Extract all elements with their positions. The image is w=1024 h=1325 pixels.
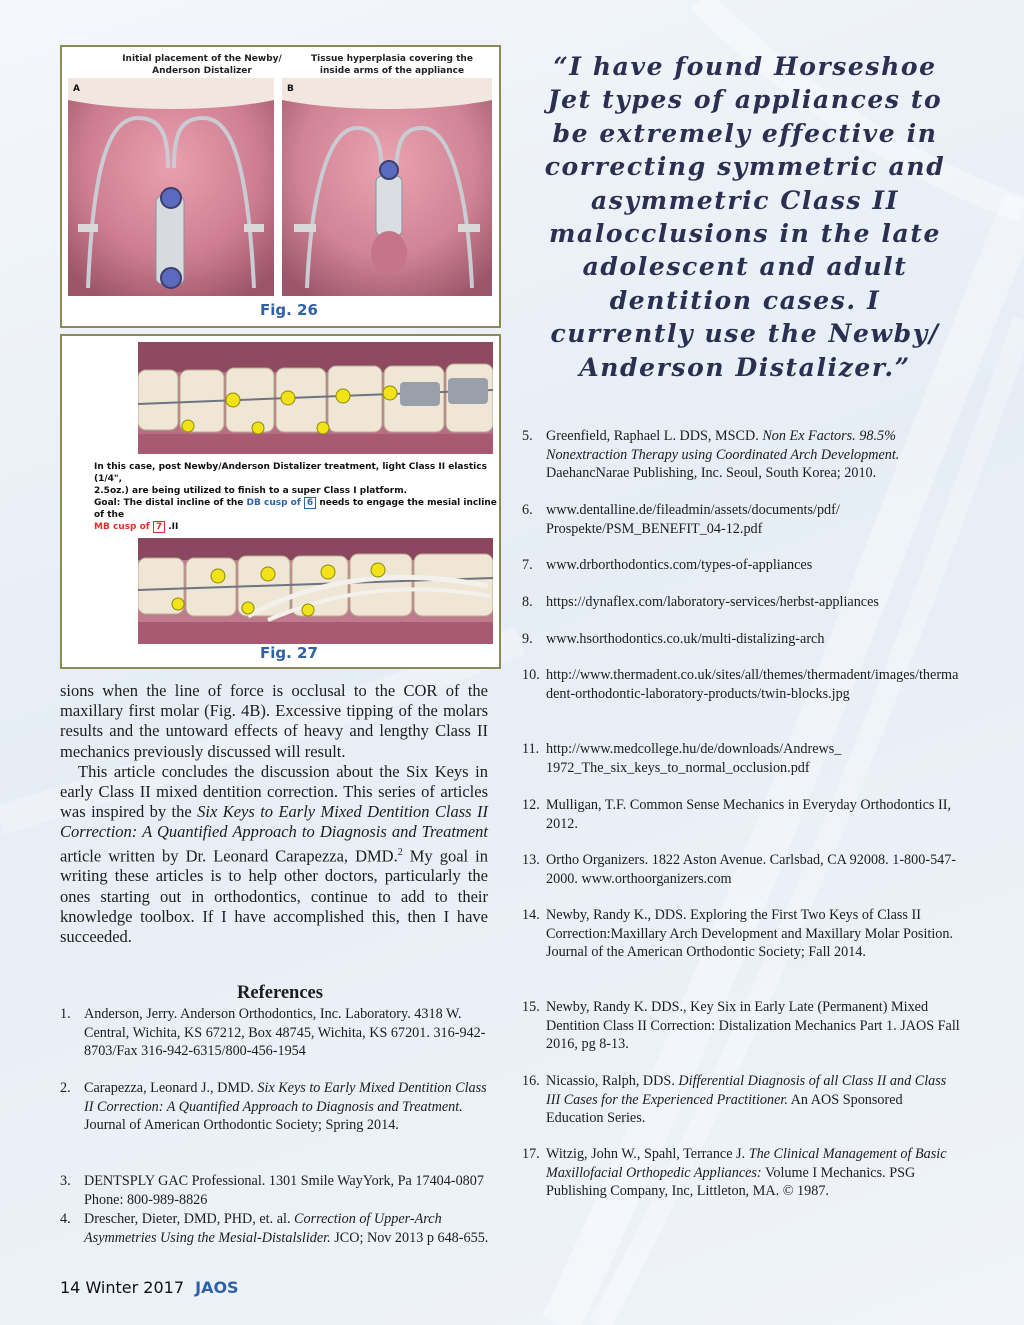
fig26-photo-b (282, 78, 492, 296)
fig26-letter-a: A (73, 84, 80, 94)
pull-quote: “I have found Horseshoe Jet types of appliances to be extremely effective in correcting symmetric and asymmetric Class II malocclusions in the late adolescent and adult dentition cases. I currently use the Newby/ Anderson Distalizer.” (544, 52, 946, 382)
reference-segment: www.dentalline.de/fileadmin/assets/documents/pdf/ Prospekte/PSM_BENEFIT_04-12.pdf (546, 502, 840, 537)
reference-segment: www.drborthodontics.com/types-of-appliances (546, 557, 813, 573)
reference-number: 13. (522, 852, 540, 868)
reference-text (522, 906, 962, 962)
reference-item (60, 1210, 490, 1247)
reference-segment: www.hsorthodontics.co.uk/multi-distalizing-arch (546, 631, 825, 647)
reference-number: 8. (522, 594, 533, 610)
reference-item (522, 851, 962, 888)
reference-text (60, 1005, 490, 1061)
reference-segment: An AOS Sponsored Education Series. (546, 1091, 903, 1127)
reference-item (522, 1072, 962, 1128)
fig27-goal-db-num: 6 (304, 497, 316, 509)
fig26-letter-b: B (287, 84, 294, 94)
reference-title: Correction of Upper-Arch Asymmetries Using the Mesial-Distalslider. (84, 1211, 442, 1246)
reference-text (522, 740, 962, 777)
reference-segment: Newby, Randy K., DDS. Exploring the First Two Keys of Class II Correction:Maxillary Arch Development and Maxillary Molar Position. Journal of the American Orthodontic Society; Fall 2014. (546, 907, 954, 961)
reference-text (522, 556, 962, 575)
reference-text (522, 851, 962, 888)
reference-segment: Anderson, Jerry. Anderson Orthodontics, Inc. Laboratory. 4318 W. Central, Wichita, KS 67212, Box 48745, Wichita, KS 67201. 316-942-8703/Fax 316-942-6315/800-456-1954 (84, 1006, 486, 1060)
reference-number: 11. (522, 741, 540, 757)
reference-item (522, 1145, 962, 1201)
reference-segment: https://dynaflex.com/laboratory-services/herbst-appliances (546, 594, 879, 610)
reference-number: 9. (522, 631, 533, 647)
reference-item (522, 906, 962, 962)
fig27-goal-prefix: Goal: The distal incline of the (94, 498, 247, 508)
body-p2-italic: Six Keys to Early Mixed Dentition Class II Correction: A Quantified Approach to Diagnosis and Treatment (60, 802, 488, 842)
fig27-goal-mb-line (94, 521, 504, 533)
fig27-goal-line (94, 497, 504, 521)
body-p2-c: My goal in writing these articles is to help other doctors, particularly the ones starting out in orthodontics, continue to add to their knowledge toolbox. If I have accomplished this, then I have succeeded. (60, 846, 488, 946)
fig27-note-line2: 2.5oz.) are being utilized to finish to a super Class I platform. (94, 486, 407, 496)
reference-segment: Greenfield, Raphael L. DDS, MSCD. (546, 428, 763, 444)
fig27-goal-mb: MB cusp of (94, 522, 153, 532)
reference-text (522, 630, 962, 649)
reference-number: 7. (522, 557, 533, 573)
reference-segment: Mulligan, T.F. Common Sense Mechanics in Everyday Orthodontics II, 2012. (546, 797, 951, 832)
reference-number: 1. (60, 1006, 71, 1022)
reference-number: 17. (522, 1146, 540, 1162)
reference-segment: Volume I Mechanics. PSG Publishing Company, Inc, Littleton, MA. © 1987. (546, 1164, 916, 1200)
fig26-photo-a (68, 78, 274, 296)
reference-number: 2. (60, 1080, 71, 1096)
reference-segment: Ortho Organizers. 1822 Aston Avenue. Carlsbad, CA 92008. 1-800-547-2000. www.orthoorganizers.com (546, 852, 957, 887)
reference-number: 16. (522, 1073, 540, 1089)
fig27-note (94, 461, 504, 533)
reference-item (60, 1079, 490, 1135)
reference-number: 4. (60, 1211, 71, 1227)
article-body (60, 681, 488, 947)
body-p2-sup: 2 (397, 846, 403, 858)
reference-text (522, 998, 962, 1054)
reference-title: Non Ex Factors. 98.5% Nonextraction Therapy using Coordinated Arch Development. (546, 428, 900, 463)
reference-text (522, 1072, 962, 1128)
reference-number: 12. (522, 797, 540, 813)
fig26-left-label: Initial placement of the Newby/ Anderson Distalizer (122, 54, 282, 76)
journal-name: JAOS (195, 1278, 239, 1297)
references-heading: References (237, 983, 323, 1003)
reference-item (60, 1005, 490, 1061)
reference-segment: http://www.medcollege.hu/de/downloads/Andrews_ 1972_The_six_keys_to_normal_occlusion.pdf (546, 741, 842, 776)
fig26-caption: Fig. 26 (260, 301, 318, 319)
reference-item (522, 501, 962, 538)
reference-text (522, 1145, 962, 1201)
reference-text (522, 796, 962, 833)
body-p2-b: article written by Dr. Leonard Carapezza, DMD. (60, 846, 398, 866)
reference-item (522, 666, 962, 703)
reference-text (522, 666, 962, 703)
body-paragraph-2 (60, 762, 488, 947)
fig26-right-label: Tissue hyperplasia covering the inside arms of the appliance (311, 54, 473, 76)
reference-item (522, 998, 962, 1054)
figure-27 (60, 334, 501, 669)
reference-title: Six Keys to Early Mixed Dentition Class II Correction: A Quantified Approach to Diagnosis and Treatment. (84, 1080, 487, 1115)
reference-title: The Clinical Management of Basic Maxillofacial Orthopedic Appliances: (546, 1146, 947, 1181)
reference-text (522, 501, 962, 538)
fig27-goal-mb-suffix: .II (165, 522, 179, 532)
reference-number: 3. (60, 1173, 71, 1189)
fig27-goal-db: DB cusp of (246, 498, 304, 508)
figure-26 (60, 45, 501, 328)
fig27-caption: Fig. 27 (260, 644, 318, 662)
reference-item (522, 630, 962, 649)
fig27-photo-bottom (138, 538, 493, 644)
fig27-note-line1: In this case, post Newby/Anderson Distalizer treatment, light Class II elastics (1/4", (94, 462, 487, 484)
reference-item (522, 796, 962, 833)
reference-number: 5. (522, 428, 533, 444)
page-footer (60, 1278, 239, 1297)
reference-segment: Journal of American Orthodontic Society; Spring 2014. (84, 1117, 399, 1134)
reference-item (60, 1172, 490, 1209)
reference-text (60, 1079, 490, 1135)
reference-text (522, 593, 962, 612)
reference-text (60, 1172, 490, 1209)
reference-segment: Newby, Randy K. DDS., Key Six in Early Late (Permanent) Mixed Dentition Class II Correction: Distalization Mechanics Part 1. JAOS Fall 2016, pg 8-13. (546, 999, 960, 1053)
body-p2-a: This article concludes the discussion about the Six Keys in early Class II mixed dentition correction. This series of articles was inspired by the (60, 761, 488, 822)
reference-item (522, 556, 962, 575)
page-number: 14 (60, 1278, 81, 1297)
reference-number: 10. (522, 667, 540, 683)
reference-segment: DaehancNarae Publishing, Inc. Seoul, South Korea; 2010. (546, 465, 877, 482)
issue-label: Winter 2017 (85, 1278, 185, 1297)
reference-item (522, 427, 962, 483)
reference-text (522, 427, 962, 483)
fig27-goal-mid: needs to engage the mesial incline of the (94, 498, 497, 520)
reference-segment: http://www.thermadent.co.uk/sites/all/themes/thermadent/images/thermadent-orthodontic-laboratory-products/twin-blocks.jpg (546, 667, 959, 702)
reference-segment: JCO; Nov 2013 p 648-655. (330, 1229, 489, 1246)
reference-segment: Nicassio, Ralph, DDS. (546, 1073, 679, 1089)
reference-segment: Drescher, Dieter, DMD, PHD, et. al. (84, 1211, 295, 1227)
reference-segment: Witzig, John W., Spahl, Terrance J. (546, 1146, 749, 1162)
body-paragraph-1: sions when the line of force is occlusal to the COR of the maxillary first molar (Fig. 4B). Excessive tipping of the molars results and the untoward effects of heavy and lengthy Class II mechanics previously discussed will result. (60, 681, 488, 761)
fig27-goal-mb-num: 7 (153, 521, 165, 533)
reference-number: 14. (522, 907, 540, 923)
reference-text (60, 1210, 490, 1247)
reference-segment: DENTSPLY GAC Professional. 1301 Smile WayYork, Pa 17404-0807 Phone: 800-989-8826 (84, 1173, 484, 1208)
reference-title: Differential Diagnosis of all Class II and Class III Cases for the Experienced Practitioner. (546, 1073, 947, 1108)
reference-segment: Carapezza, Leonard J., DMD. (84, 1080, 258, 1096)
reference-item (522, 740, 962, 777)
fig27-photo-top (138, 342, 493, 454)
reference-number: 15. (522, 999, 540, 1015)
reference-item (522, 593, 962, 612)
reference-number: 6. (522, 502, 533, 518)
